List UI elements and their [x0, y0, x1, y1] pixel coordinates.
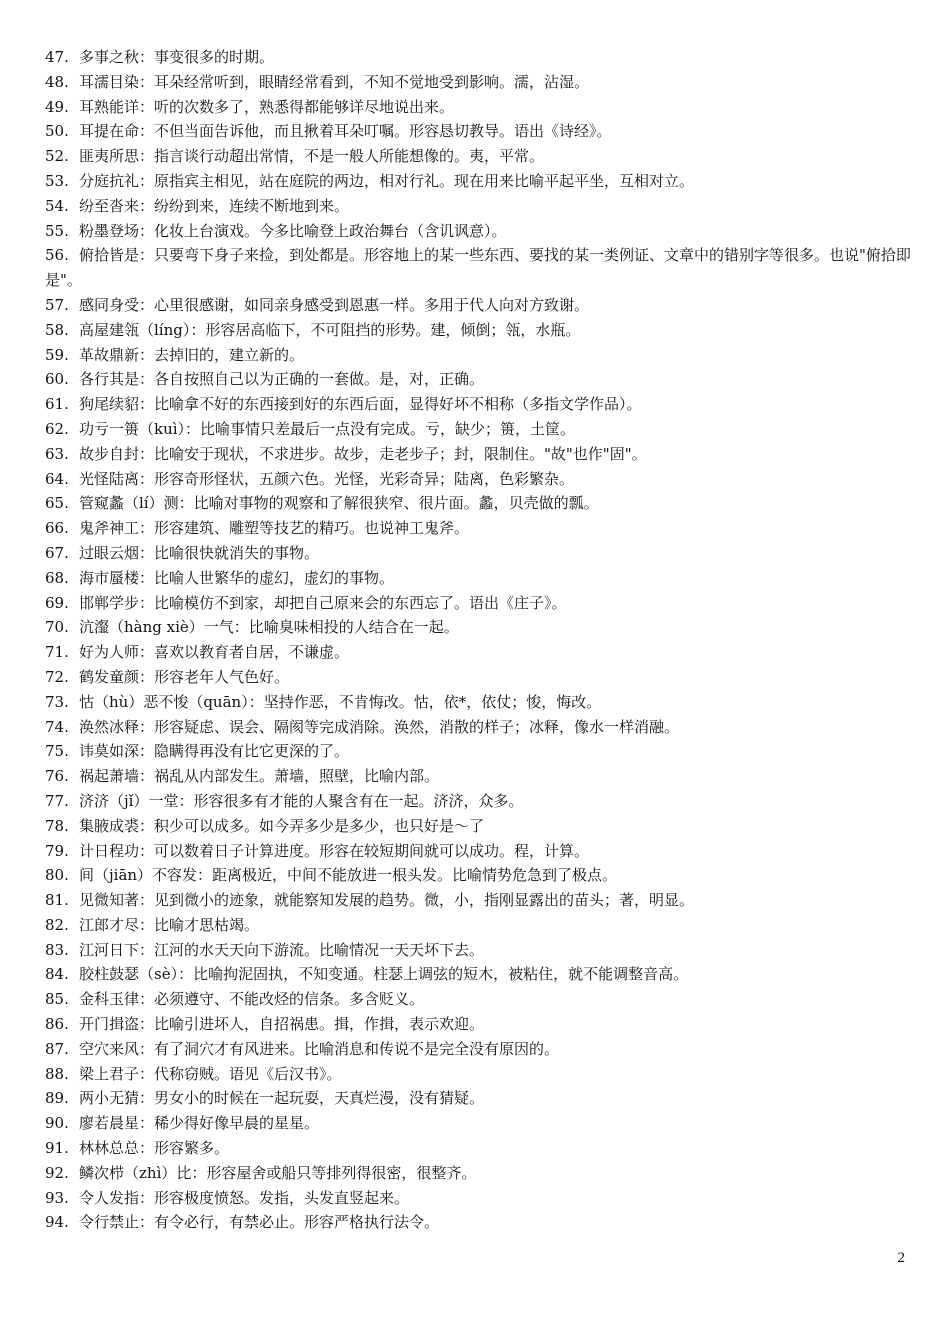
entry-text: 好为人师：喜欢以教育者自居，不谦虚。 [79, 643, 350, 662]
entry-number: 61. [45, 395, 69, 414]
idiom-entry [45, 1186, 915, 1211]
entry-number: 93. [45, 1188, 69, 1207]
entry-number: 69. [45, 593, 69, 612]
entry-number: 68. [45, 568, 69, 587]
entry-number: 57. [45, 295, 69, 314]
entry-text: 邯郸学步：比喻模仿不到家，却把自己原来会的东西忘了。语出《庄子》。 [79, 593, 567, 612]
entry-number: 83. [45, 940, 69, 959]
entry-text: 鹤发童颜：形容老年人气色好。 [79, 667, 290, 686]
entry-number: 52. [45, 147, 69, 166]
entry-number: 88. [45, 1064, 69, 1083]
idiom-entry [45, 615, 915, 640]
entry-text: 粉墨登场：化妆上台演戏。今多比喻登上政治舞台（含讥讽意）。 [79, 221, 507, 240]
entry-text: 令人发指：形容极度愤怒。发指，头发直竖起来。 [79, 1188, 410, 1207]
idiom-entry [45, 169, 915, 194]
idiom-entry [45, 863, 915, 888]
entry-text: 集腋成裘：积少可以成多。如今弄多少是多少，也只好是～了 [79, 816, 485, 835]
entry-text: 江郎才尽：比喻才思枯竭。 [79, 915, 260, 934]
entry-number: 66. [45, 519, 69, 538]
entry-number: 50. [45, 122, 69, 141]
idiom-entry [45, 1161, 915, 1186]
idiom-entry [45, 715, 915, 740]
entry-text: 纷至沓来：纷纷到来，连续不断地到来。 [79, 196, 350, 215]
entry-number: 81. [45, 891, 69, 910]
idiom-entry [45, 987, 915, 1012]
entry-number: 84. [45, 965, 69, 984]
entry-number: 58. [45, 320, 69, 339]
entry-number: 94. [45, 1213, 69, 1232]
idiom-entry [45, 417, 915, 442]
entry-number: 78. [45, 816, 69, 835]
entry-number: 74. [45, 717, 69, 736]
entry-text: 过眼云烟：比喻很快就消失的事物。 [79, 543, 320, 562]
idiom-entry [45, 1012, 915, 1037]
entry-number: 73. [45, 692, 69, 711]
entry-text: 涣然冰释：形容疑虑、误会、隔阂等完成消除。涣然，消散的样子；冰释，像水一样消融。 [79, 717, 680, 736]
idiom-list [45, 45, 915, 1235]
entry-text: 两小无猜：男女小的时候在一起玩耍，天真烂漫，没有猜疑。 [79, 1089, 485, 1108]
idiom-entry [45, 1037, 915, 1062]
entry-text: 讳莫如深：隐瞒得再没有比它更深的了。 [79, 742, 350, 761]
entry-number: 92. [45, 1163, 69, 1182]
entry-text: 廖若晨星：稀少得好像早晨的星星。 [79, 1114, 320, 1133]
entry-number: 62. [45, 419, 69, 438]
entry-text: 匪夷所思：指言谈行动超出常情，不是一般人所能想像的。夷，平常。 [79, 147, 545, 166]
entry-number: 71. [45, 643, 69, 662]
entry-text: 各行其是：各自按照自己以为正确的一套做。是，对，正确。 [79, 370, 485, 389]
entry-text: 胶柱鼓瑟（sè）：比喻拘泥固执，不知变通。柱瑟上调弦的短木，被粘住，就不能调整音高。 [79, 965, 689, 984]
entry-text: 江河日下：江河的水天天向下游流。比喻情况一天天坏下去。 [79, 940, 485, 959]
idiom-entry [45, 392, 915, 417]
entry-text: 金科玉律：必须遵守、不能改烃的信条。多含贬义。 [79, 990, 425, 1009]
entry-text: 光怪陆离：形容奇形怪状，五颜六色。光怪，光彩奇异；陆离，色彩繁杂。 [79, 469, 575, 488]
entry-text: 海市蜃楼：比喻人世繁华的虚幻，虚幻的事物。 [79, 568, 395, 587]
entry-text: 鬼斧神工：形容建筑、雕塑等技艺的精巧。也说神工鬼斧。 [79, 519, 470, 538]
entry-text: 耳濡目染：耳朵经常听到，眼睛经常看到，不知不觉地受到影响。濡，沾湿。 [79, 72, 590, 91]
entry-number: 54. [45, 196, 69, 215]
entry-number: 80. [45, 866, 69, 885]
idiom-entry [45, 194, 915, 219]
idiom-entry [45, 45, 915, 70]
idiom-entry [45, 938, 915, 963]
entry-number: 75. [45, 742, 69, 761]
entry-number: 63. [45, 444, 69, 463]
entry-number: 67. [45, 543, 69, 562]
entry-text: 耳熟能详：听的次数多了，熟悉得都能够详尽地说出来。 [79, 97, 455, 116]
entry-number: 72. [45, 667, 69, 686]
entry-number: 77. [45, 791, 69, 810]
entry-number: 56. [45, 246, 69, 265]
entry-text: 高屋建瓴（líng）：形容居高临下，不可阻挡的形势。建，倾倒；瓴，水瓶。 [79, 320, 581, 339]
idiom-entry [45, 144, 915, 169]
idiom-entry [45, 690, 915, 715]
entry-text: 革故鼎新：去掉旧的，建立新的。 [79, 345, 305, 364]
entry-number: 89. [45, 1089, 69, 1108]
idiom-entry [45, 814, 915, 839]
entry-number: 55. [45, 221, 69, 240]
entry-number: 65. [45, 494, 69, 513]
entry-text: 梁上君子：代称窃贼。语见《后汉书》。 [79, 1064, 342, 1083]
entry-number: 87. [45, 1039, 69, 1058]
entry-text: 功亏一篑（kuì）：比喻事情只差最后一点没有完成。亏，缺少；篑，土筐。 [79, 419, 576, 438]
entry-number: 79. [45, 841, 69, 860]
entry-text: 分庭抗礼：原指宾主相见，站在庭院的两边，相对行礼。现在用来比喻平起平坐，互相对立。 [79, 171, 695, 190]
idiom-entry [45, 1111, 915, 1136]
entry-text: 令行禁止：有令必行，有禁必止。形容严格执行法令。 [79, 1213, 440, 1232]
entry-text: 开门揖盗：比喻引进坏人，自招祸患。揖，作揖，表示欢迎。 [79, 1015, 485, 1034]
idiom-entry [45, 566, 915, 591]
idiom-entry [45, 119, 915, 144]
entry-number: 49. [45, 97, 69, 116]
idiom-entry [45, 293, 915, 318]
entry-text: 空穴来风：有了洞穴才有风进来。比喻消息和传说不是完全没有原因的。 [79, 1039, 560, 1058]
entry-text: 故步自封：比喻安于现状，不求进步。故步，走老步子；封，限制住。"故"也作"固"。 [79, 444, 647, 463]
entry-text: 见微知著：见到微小的迹象，就能察知发展的趋势。微，小，指刚显露出的苗头；著，明显。 [79, 891, 695, 910]
idiom-entry [45, 442, 915, 467]
idiom-entry [45, 1210, 915, 1235]
entry-number: 86. [45, 1015, 69, 1034]
entry-number: 59. [45, 345, 69, 364]
entry-text: 怙（hù）恶不悛（quān）：坚持作恶，不肯悔改。怙，依*，依仗；悛，悔改。 [79, 692, 602, 711]
idiom-entry [45, 1086, 915, 1111]
entry-number: 82. [45, 915, 69, 934]
idiom-entry [45, 467, 915, 492]
entry-number: 48. [45, 72, 69, 91]
entry-text: 管窥蠡（lí）测：比喻对事物的观察和了解很狭窄、很片面。蠡，贝壳做的瓢。 [79, 494, 599, 513]
entry-text: 耳提在命：不但当面告诉他，而且揪着耳朵叮嘱。形容恳切教导。语出《诗经》。 [79, 122, 612, 141]
idiom-entry [45, 739, 915, 764]
page-number: 2 [897, 1250, 905, 1266]
idiom-entry [45, 962, 915, 987]
entry-number: 76. [45, 767, 69, 786]
idiom-entry [45, 318, 915, 343]
entry-text: 多事之秋：事变很多的时期。 [79, 48, 275, 66]
idiom-entry [45, 888, 915, 913]
entry-text: 鳞次栉（zhì）比：形容屋舍或船只等排列得很密，很整齐。 [79, 1163, 477, 1182]
idiom-entry [45, 343, 915, 368]
entry-text: 狗尾续貂：比喻拿不好的东西接到好的东西后面，显得好坏不相称（多指文学作品）。 [79, 395, 642, 414]
idiom-entry [45, 491, 915, 516]
entry-text: 沆瀣（hàng xiè）一气：比喻臭味相投的人结合在一起。 [79, 618, 459, 637]
idiom-entry [45, 1062, 915, 1087]
entry-number: 85. [45, 990, 69, 1009]
idiom-entry [45, 243, 915, 293]
idiom-entry [45, 95, 915, 120]
entry-number: 91. [45, 1139, 69, 1158]
entry-text: 林林总总：形容繁多。 [79, 1139, 230, 1158]
idiom-entry [45, 665, 915, 690]
idiom-entry [45, 516, 915, 541]
entry-number: 47. [45, 48, 69, 66]
entry-text: 济济（jǐ）一堂：形容很多有才能的人聚含有在一起。济济，众多。 [79, 791, 524, 810]
entry-text: 祸起萧墙：祸乱从内部发生。萧墙，照壁，比喻内部。 [79, 767, 440, 786]
entry-text: 感同身受：心里很感谢，如同亲身感受到恩惠一样。多用于代人向对方致谢。 [79, 295, 590, 314]
entry-number: 64. [45, 469, 69, 488]
idiom-entry [45, 219, 915, 244]
idiom-entry [45, 541, 915, 566]
idiom-entry [45, 640, 915, 665]
entry-text: 俯拾皆是：只要弯下身子来捡，到处都是。形容地上的某一些东西、要找的某一类例证、文章中的错别字等很多。也说"俯拾即是"。 [45, 246, 911, 290]
idiom-entry [45, 789, 915, 814]
entry-number: 53. [45, 171, 69, 190]
entry-number: 90. [45, 1114, 69, 1133]
idiom-entry [45, 367, 915, 392]
idiom-entry [45, 913, 915, 938]
entry-number: 70. [45, 618, 69, 637]
entry-text: 计日程功：可以数着日子计算进度。形容在较短期间就可以成功。程，计算。 [79, 841, 590, 860]
idiom-entry [45, 764, 915, 789]
idiom-entry [45, 839, 915, 864]
idiom-entry [45, 1136, 915, 1161]
entry-number: 60. [45, 370, 69, 389]
idiom-entry [45, 70, 915, 95]
idiom-entry [45, 591, 915, 616]
entry-text: 间（jiān）不容发：距离极近，中间不能放进一根头发。比喻情势危急到了极点。 [79, 866, 618, 885]
